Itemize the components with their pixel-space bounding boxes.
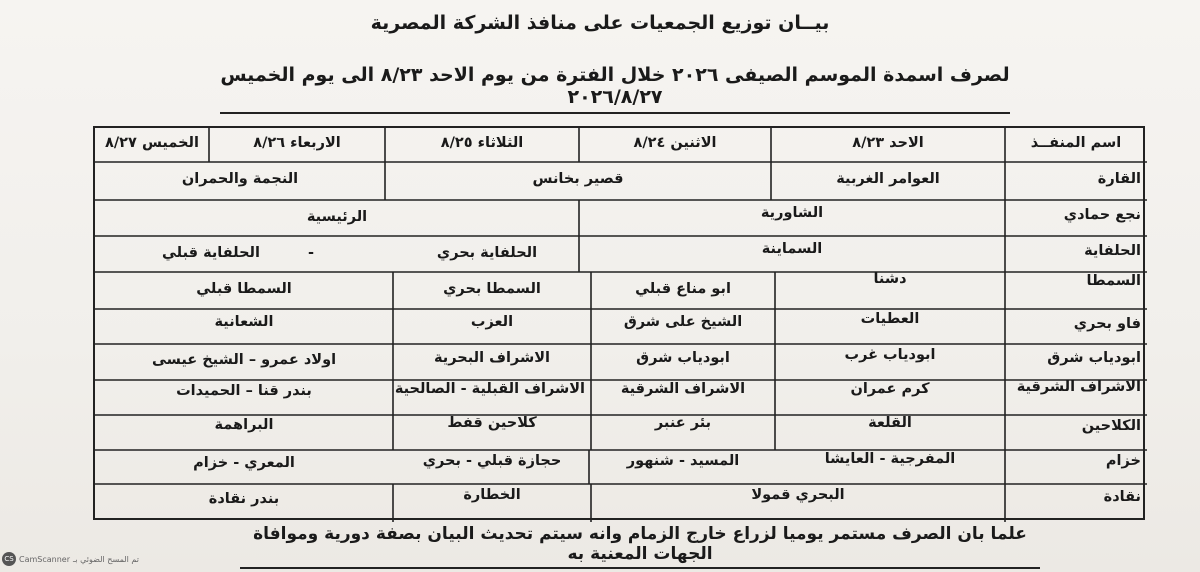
table-cell: ابودياب شرق [636, 350, 730, 366]
table-cell: بئر عنبر [654, 415, 712, 431]
document-title: بيــان توزيع الجمعيات على منافذ الشركة المصرية [370, 12, 830, 34]
outlet-name: فاو بحري [1073, 316, 1141, 332]
distribution-table [93, 126, 1145, 520]
outlet-name: الحلفاية [1084, 243, 1141, 259]
scanner-brand: CamScanner [19, 554, 71, 564]
table-cell: العطيات [860, 311, 920, 327]
document-subtitle: لصرف اسمدة الموسم الصيفى ٢٠٢٦ خلال الفترة من يوم الاحد ٨/٢٣ الى يوم الخميس ٢٠٢٦/٨/٢٧ [220, 64, 1010, 114]
table-cell: الشعانية [214, 314, 274, 330]
scanner-watermark [2, 551, 139, 567]
header-thursday: الخميس ٨/٢٧ [105, 135, 199, 151]
table-cell: المسيد - شنهور [626, 453, 740, 469]
header-sunday: الاحد ٨/٢٣ [852, 135, 924, 151]
table-cell: السمطا بحري [443, 281, 541, 297]
table-cell: الرئيسية [306, 209, 368, 225]
table-cell: كرم عمران [850, 381, 930, 397]
header-outlet: اسم المنفــذ [1030, 135, 1122, 151]
table-cell: المفرجية - العايشا [824, 451, 956, 467]
scanner-caption: تم المسح الضوئي بـ [73, 554, 139, 564]
table-cell: الحلفاية قبلي [162, 245, 260, 261]
outlet-name: خزام [1105, 453, 1141, 469]
table-cell: بندر قنا – الحميدات [176, 383, 312, 399]
table-cell: السماينة [761, 241, 823, 257]
camscanner-logo-icon: CS [2, 552, 16, 566]
table-cell: الحلفاية بحري [436, 245, 538, 261]
table-cell: النجمة والحمران [181, 171, 299, 187]
table-cell: كلاحين قفط [447, 415, 537, 431]
table-cell: بندر نقادة [208, 491, 280, 507]
table-cell: قصير بخانس [532, 171, 624, 187]
table-cell: العوامر الغربية [836, 171, 940, 187]
table-cell: العزب [470, 314, 514, 330]
outlet-name: السمطا [1086, 273, 1141, 289]
table-cell: الشيخ على شرق [623, 314, 743, 330]
outlet-name: الكلاحين [1081, 418, 1141, 434]
table-cell: دشنا [873, 271, 907, 287]
outlet-name: نجع حمادي [1063, 207, 1141, 223]
table-cell: - [307, 245, 315, 261]
outlet-name: نقادة [1103, 489, 1141, 505]
outlet-name: الاشراف الشرقية [1016, 379, 1141, 395]
table-cell: الاشراف القبلية - الصالحية [394, 381, 585, 397]
table-cell: الخطارة [463, 487, 521, 503]
table-cell: البراهمة [214, 417, 274, 433]
table-cell: حجازة قبلي - بحري [422, 453, 562, 469]
table-cell: القلعة [868, 415, 912, 431]
table-cell: الاشراف البحرية [434, 350, 550, 366]
header-wednesday: الاربعاء ٨/٢٦ [253, 135, 341, 151]
outlet-name: ابودياب شرق [1047, 350, 1141, 366]
header-tuesday: الثلاثاء ٨/٢٥ [440, 135, 524, 151]
table-cell: البحري قمولا [751, 487, 845, 503]
table-cell: السمطا قبلي [196, 281, 292, 297]
outlet-name: القارة [1097, 171, 1141, 187]
footer-note: علما بان الصرف مستمر يوميا لزراع خارج الزمام وانه سيتم تحديث البيان بصفة دورية وموافاة الجهات المعنية به [240, 524, 1040, 569]
table-cell: الشاورية [760, 205, 824, 221]
table-cell: الاشراف الشرقية [620, 381, 746, 397]
table-cell: ابو مناع قبلي [635, 281, 731, 297]
table-cell: ابودياب غرب [844, 347, 936, 363]
table-cell: اولاد عمرو – الشيخ عيسى [151, 352, 337, 368]
header-monday: الاثنين ٨/٢٤ [633, 135, 717, 151]
table-cell: المعري - خزام [193, 455, 295, 471]
